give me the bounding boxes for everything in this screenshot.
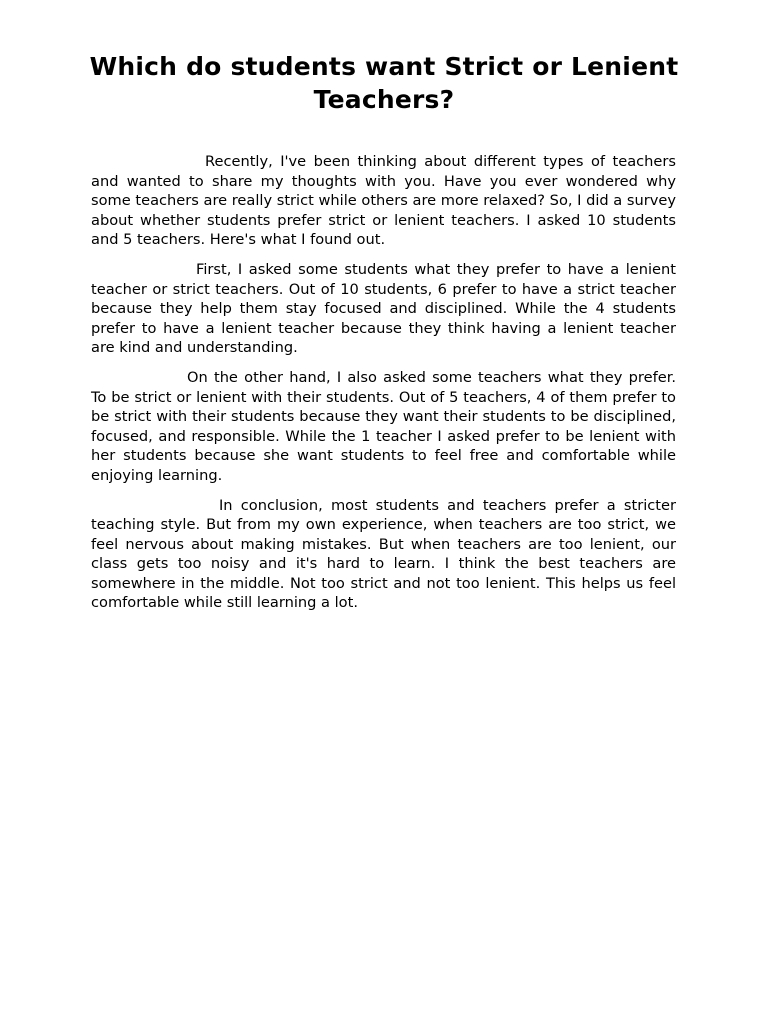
document-title: Which do students want Strict or Lenient Teachers?: [89, 52, 679, 114]
paragraph-student-survey: First, I asked some students what they prefer to have a lenient teacher or strict teachers. Out of 10 students, 6 prefer to have a strict teacher because they help them stay focused and disciplined. While the 4 students prefer to have a lenient teacher because they think having a lenient teacher are kind and understanding.: [91, 260, 676, 357]
paragraph-conclusion: In conclusion, most students and teachers prefer a stricter teaching style. But from my own experience, when teachers are too strict, we feel nervous about making mistakes. But when teachers are too lenient, our class gets too noisy and it's hard to learn. I think the best teachers are somewhere in the middle. Not too strict and not too lenient. This helps us feel comfortable while still learning a lot.: [91, 496, 676, 612]
paragraph-teacher-survey: On the other hand, I also asked some teachers what they prefer. To be strict or lenient with their students. Out of 5 teachers, 4 of them prefer to be strict with their students because they want their students to be disciplined, focused, and responsible. While the 1 teacher I asked prefer to be lenient with her students because she want students to feel free and comfortable while enjoying learning.: [91, 368, 676, 484]
paragraph-introduction: Recently, I've been thinking about different types of teachers and wanted to share my thoughts with you. Have you ever wondered why some teachers are really strict while others are more relaxed? So, I did a survey about whether students prefer strict or lenient teachers. I asked 10 students and 5 teachers. Here's what I found out.: [91, 153, 676, 249]
document-body: [91, 152, 676, 623]
